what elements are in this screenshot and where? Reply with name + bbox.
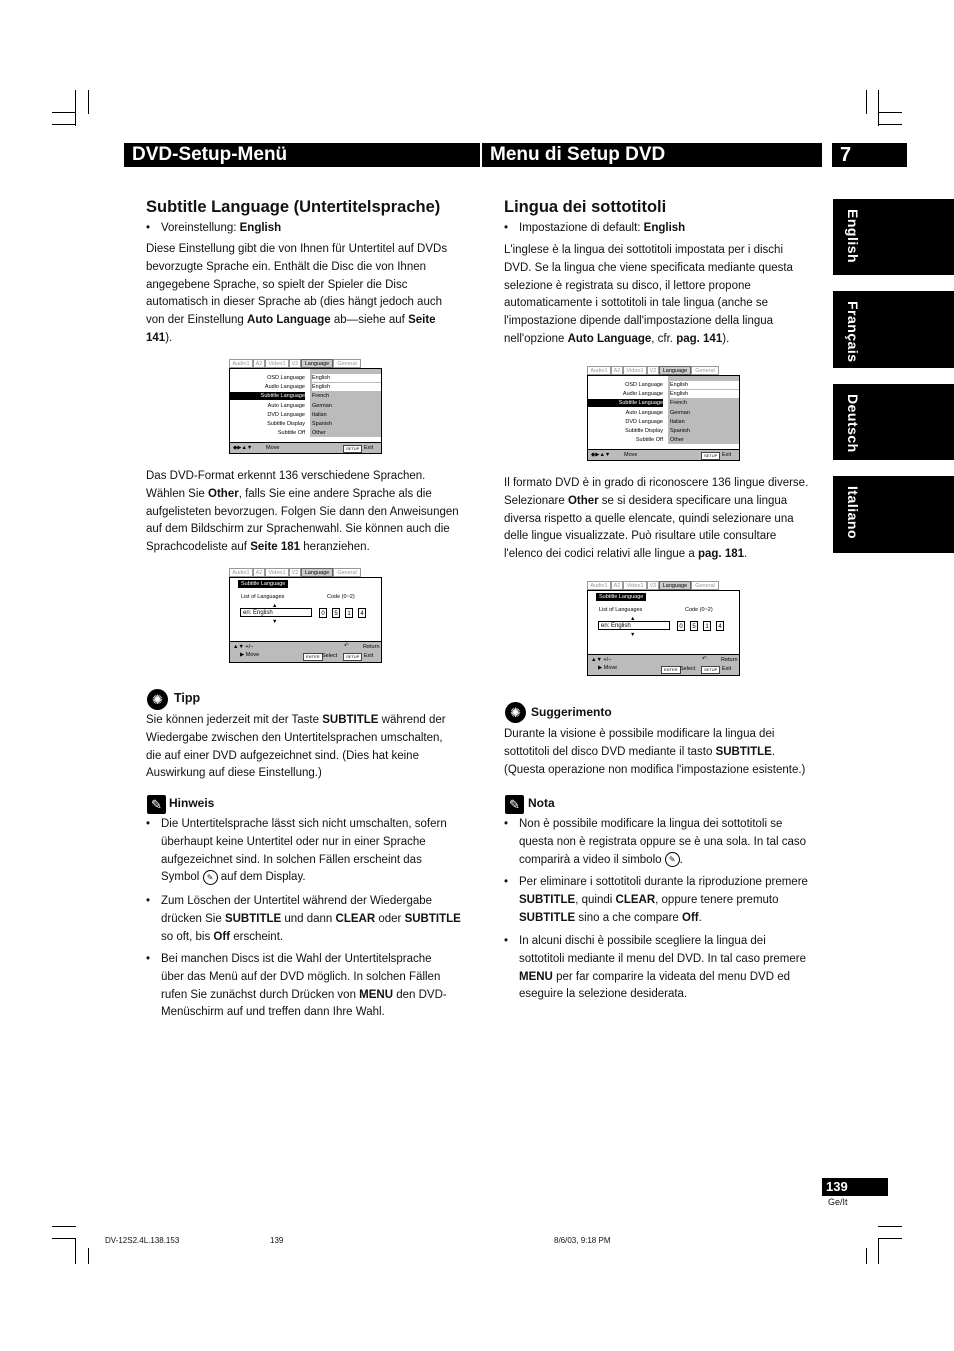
crop-mark — [878, 1238, 902, 1239]
crop-mark — [878, 124, 902, 125]
lightbulb-icon: ✺ — [505, 702, 526, 723]
lang-code: Ge/It — [828, 1197, 848, 1207]
print-date: 8/6/03, 9:18 PM — [554, 1236, 611, 1245]
osd-code-entry-it: Audio1 A2 Video1 V2 Language General Subtitle Language List of Languages Code (0~2) ▲ en: English ▼ 0 5 1 4 ▲▼ +/− ▶ Move ↶ Return ENTER Select SETUP Exit — [587, 581, 740, 676]
it-tip-text: Durante la visione è possibile modificare la lingua dei sottotitoli del disco DVD mediante il tasto SUBTITLE. (Questa operazione non modifica l'impostazione esistente.) — [504, 728, 806, 776]
de-para-2: Das DVD-Format erkennt 136 verschiedene Sprachen. Wählen Sie Other, falls Sie eine andere Sprache als die aufgelisteten bevorzugen. Folgen Sie dann den Anweisungen auf dem Bildschirm zur Sprachenwahl. Sie können auch die Sprachcodeliste auf Seite 181 heranziehen. — [146, 470, 459, 554]
crop-mark — [52, 112, 76, 113]
it-note-1: • Non è possibile modificare la lingua dei sottotitoli se questa non è registrata oppure se è una sola. In tal caso comparirà a video il simbolo ✎ . — [519, 816, 824, 869]
de-tip-text: Sie können jederzeit mit der Taste SUBTITLE während der Wiedergabe zwischen den Untertitelsprachen umschalten, die auf einer DVD aufgezeichnet sind. (Dies hat keine Auswirkung auf diese Einstellung.) — [146, 714, 446, 780]
it-title-bar — [482, 143, 822, 167]
no-subtitle-icon: ✎ — [665, 852, 680, 867]
tab-italiano[interactable]: Italiano — [833, 476, 954, 553]
pencil-icon: ✎ — [147, 795, 166, 814]
crop-mark — [52, 124, 76, 125]
crop-mark — [52, 1226, 76, 1227]
de-tip-title: Tipp — [174, 691, 201, 705]
it-tip-title: Suggerimento — [531, 705, 612, 719]
de-para-1: Diese Einstellung gibt die von Ihnen für Untertitel auf DVDs bevorzugte Sprache ein. Enthält die Disc die von Ihnen angegebene Sprache, so spielt der Spieler die Disc automatisch in dieser Sprache ab (dies hängt jedoch auch von der Einstellung Auto Language ab—siehe auf Seite 141). — [146, 243, 448, 344]
crop-mark — [878, 90, 879, 126]
no-subtitle-icon: ✎ — [203, 870, 218, 885]
it-default: • Impostazione di default: English — [519, 220, 685, 238]
page-small: 139 — [270, 1236, 284, 1245]
crop-mark — [878, 1238, 879, 1264]
crop-mark — [88, 1248, 89, 1264]
crop-mark — [88, 90, 89, 114]
crop-mark — [878, 1226, 902, 1227]
tab-deutsch[interactable]: Deutsch — [833, 384, 954, 460]
crop-mark — [866, 90, 867, 114]
it-note-2: • Per eliminare i sottotitoli durante la riproduzione premere SUBTITLE, quindi CLEAR, oppure tenere premuto SUBTITLE sino a che compare Off. — [519, 874, 824, 927]
de-title: DVD-Setup-Menü — [132, 144, 288, 165]
file-name: DV-12S2.4L.138.153 — [105, 1236, 180, 1245]
page-number: 139 — [822, 1178, 888, 1196]
tab-english[interactable]: English — [833, 199, 954, 275]
de-default: • Voreinstellung: English — [161, 220, 281, 238]
it-note-3: • In alcuni dischi è possibile scegliere la lingua dei sottotitoli mediante il menu del DVD. In tal caso premere MENU per far comparire la videata del menu DVD ed eseguire la selezione desiderata. — [519, 933, 824, 1004]
de-heading: Subtitle Language (Untertitelsprache) — [146, 198, 441, 216]
de-note-2: • Zum Löschen der Untertitel während der Wiedergabe drücken Sie SUBTITLE und dann CLEAR oder SUBTITLE so oft, bis Off erscheint. — [161, 893, 476, 946]
it-para-1: L'inglese è la lingua dei sottotitoli impostata per i dischi DVD. Se la lingua che viene specificata mediante questa selezione è registrata su disco, il lettore propone automaticamente i sottotitoli in tale lingua (anche se l'impostazione dipende dall'impostazione della lingua nell'opzione Auto Language, cfr. pag. 141). — [504, 244, 793, 345]
chapter-bar — [832, 143, 907, 167]
it-heading: Lingua dei sottotitoli — [504, 198, 667, 216]
de-note-1: • Die Untertitelsprache lässt sich nicht umschalten, sofern überhaupt keine Untertitel oder nur in einer Sprache aufgezeichnet sind. In solchen Fällen erscheint das Symbol ✎ auf dem Display. — [161, 816, 476, 887]
crop-mark — [866, 1248, 867, 1264]
lightbulb-icon: ✺ — [147, 689, 168, 710]
crop-mark — [75, 90, 76, 126]
crop-mark — [52, 1238, 76, 1239]
crop-mark — [878, 112, 902, 113]
it-note-title: Nota — [528, 796, 555, 810]
it-title: Menu di Setup DVD — [490, 144, 666, 165]
de-note-title: Hinweis — [169, 796, 215, 810]
osd-language-menu-it: Audio1 A2 Video1 V2 Language General OSD Language Audio Language Subtitle Language Auto Language DVD Language Subtitle Display Subtitle Off English English French German Italian Spanish Other ◆▶▲▼ Move SETUP Exit — [587, 366, 740, 461]
de-note-3: • Bei manchen Discs ist die Wahl der Untertitelsprache über das Menü auf der DVD möglich. In solchen Fällen rufen Sie zunächst durch Drücken von MENU den DVD- Menüschirm auf und treffen dann Ihre Wahl. — [161, 951, 476, 1022]
osd-code-entry: Audio1 A2 Video1 V2 Language General Subtitle Language List of Languages Code (0~2) ▲ en: English ▼ 0 5 1 4 ▲▼ +/− ▶ Move ↶ Return ENTER Select SETUP Exit — [229, 568, 382, 663]
chapter-number: 7 — [840, 144, 852, 166]
osd-language-menu: Audio1 A2 Video1 V2 Language General OSD Language Audio Language Subtitle Language Auto Language DVD Language Subtitle Display Subtitle Off English English French German Italian Spanish Other ◆▶▲▼ Move SETUP Exit — [229, 359, 382, 454]
tab-francais[interactable]: Français — [833, 291, 954, 368]
it-para-2: Il formato DVD è in grado di riconoscere 136 lingue diverse. Selezionare Other se si desidera specificare una lingua diversa rispetto a quelle elencate, quindi selezionare una delle lingue visualizzate. Può risultare utile consultare l'elenco dei codici relativi alle lingue a pag. 181. — [504, 477, 809, 561]
crop-mark — [75, 1238, 76, 1264]
pencil-icon: ✎ — [505, 795, 524, 814]
de-title-bar — [124, 143, 480, 167]
